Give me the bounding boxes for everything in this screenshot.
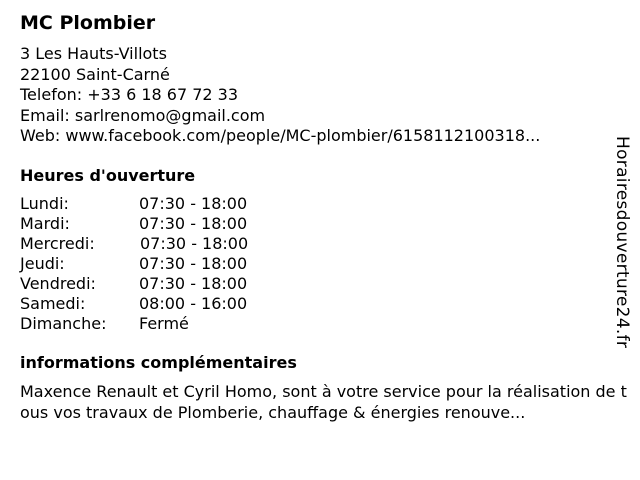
hours-row-samedi <box>20 294 610 314</box>
day-label: Lundi: <box>20 193 69 213</box>
day-time: 07:30 - 18:00 <box>139 193 248 213</box>
day-label: Mercredi: <box>20 233 95 253</box>
day-time: 07:30 - 18:00 <box>139 273 248 293</box>
hours-list <box>20 194 610 334</box>
info-description: Maxence Renault et Cyril Homo, sont à votre service pour la réalisation de tous vos travaux de Plomberie, chauffage & énergies renouve... <box>20 381 627 422</box>
hours-row-vendredi <box>20 274 610 294</box>
day-label: Dimanche: <box>20 313 107 333</box>
hours-row-mercredi <box>20 234 610 254</box>
hours-heading: Heures d'ouverture <box>20 165 196 185</box>
phone-line: Telefon: +33 6 18 67 72 33 <box>20 85 239 104</box>
business-name: MC Plombier <box>20 12 156 34</box>
web-line: Web: www.facebook.com/people/MC-plombier/6158112100318... <box>20 126 541 145</box>
hours-row-lundi <box>20 194 610 214</box>
hours-row-mardi <box>20 214 610 234</box>
day-label: Samedi: <box>20 293 86 313</box>
day-time: 07:30 - 18:00 <box>139 253 248 273</box>
site-watermark: Horairesdouverture24.fr <box>612 136 632 349</box>
day-label: Jeudi: <box>20 253 65 273</box>
day-time: 07:30 - 18:00 <box>139 213 248 233</box>
address-line-1: 3 Les Hauts-Villots <box>20 44 167 63</box>
day-time: 08:00 - 16:00 <box>139 293 248 313</box>
day-label: Vendredi: <box>20 273 96 293</box>
day-label: Mardi: <box>20 213 70 233</box>
hours-row-dimanche <box>20 314 610 334</box>
info-heading: informations complémentaires <box>20 352 297 372</box>
day-time: 07:30 - 18:00 <box>140 233 249 253</box>
address-line-2: 22100 Saint-Carné <box>20 64 170 84</box>
hours-row-jeudi <box>20 254 610 274</box>
day-time: Fermé <box>139 313 189 333</box>
email-line: Email: sarlrenomo@gmail.com <box>20 105 266 125</box>
